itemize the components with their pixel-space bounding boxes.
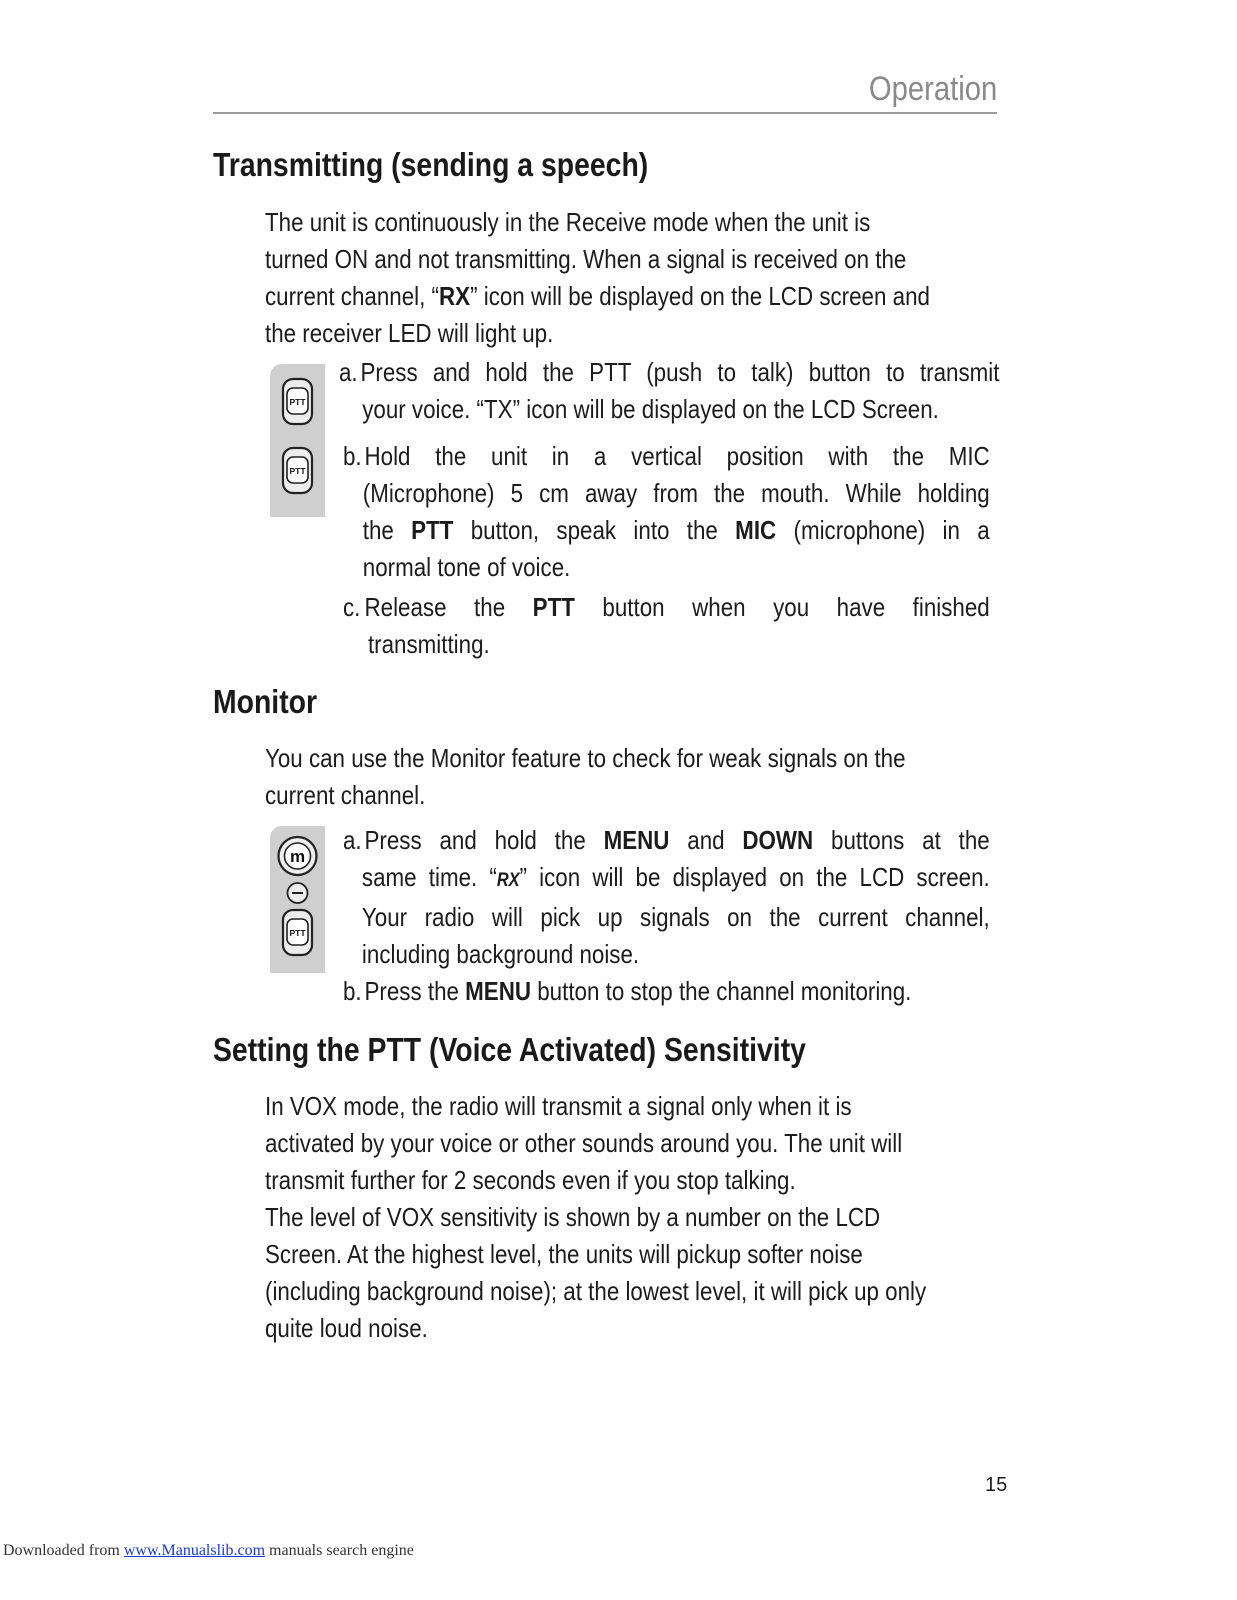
svg-text:PTT: PTT xyxy=(289,466,306,476)
ptt-icon xyxy=(283,448,312,493)
step-b-line-4: normal tone of voice. xyxy=(362,552,571,582)
transmit-step-c: c. Release the PTT button when you have finished transmitting. xyxy=(343,589,990,663)
svg-text:PTT: PTT xyxy=(289,397,306,407)
svg-text:PTT: PTT xyxy=(289,928,306,938)
rx-text: RX xyxy=(439,281,471,311)
monitor-step-a-line-4: including background noise. xyxy=(361,939,640,969)
monitor-intro xyxy=(265,740,996,814)
monitor-intro-line-2: current channel. xyxy=(265,780,426,810)
download-footer xyxy=(3,1542,414,1560)
step-marker: c. xyxy=(343,592,361,622)
page-header xyxy=(213,68,997,114)
heading-monitor: Monitor xyxy=(213,683,318,720)
page-number: 15 xyxy=(985,1474,1008,1496)
rx-icon: RX xyxy=(496,870,520,891)
ptt-icon xyxy=(283,379,312,424)
manualslib-link[interactable]: www.Manualslib.com xyxy=(123,1542,266,1559)
ptt-icon-strip xyxy=(270,364,325,517)
intro-line-4: the receiver LED will light up. xyxy=(265,318,554,348)
step-b-line-2: (Microphone) 5 cm away from the mouth. While holding xyxy=(362,478,990,508)
step-marker: b. xyxy=(343,441,362,471)
ptt-button-icons xyxy=(270,364,325,517)
step-marker: a. xyxy=(339,357,358,387)
transmit-step-a xyxy=(339,354,999,428)
heading-transmitting: Transmitting (sending a speech) xyxy=(213,146,649,183)
intro-line-3b: ” icon will be displayed on the LCD screen and xyxy=(470,281,930,311)
vox-paragraph-1: In VOX mode, the radio will transmit a signal only when it is activated by your voice or other sounds around you. The unit will transmit further for 2 seconds even if you stop talking. xyxy=(265,1091,903,1195)
step-marker: b. xyxy=(343,976,362,1006)
step-a-line-2: your voice. “TX” icon will be displayed on the LCD Screen. xyxy=(362,394,939,424)
monitor-step-a: a. Press and hold the MENU and DOWN buttons at the same time. “RX” icon will be displayed on the LCD screen. Your radio will pick up signals on the current channel, including background noise. xyxy=(343,822,990,973)
footer-prefix: Downloaded from xyxy=(3,1542,124,1559)
monitor-step-a-line-2: same time. “RX” icon will be displayed on the LCD screen. xyxy=(361,862,990,892)
menu-button-icon xyxy=(279,837,317,875)
step-marker: a. xyxy=(343,825,362,855)
monitor-icon-strip xyxy=(270,826,325,973)
step-b-line-3: the PTT button, speak into the MIC (microphone) in a xyxy=(362,515,990,545)
down-button-icon xyxy=(288,883,308,903)
vox-paragraph-2: The level of VOX sensitivity is shown by a number on the LCD Screen. At the highest level, the units will pickup softer noise (including background noise); at the lowest level, it will pick up only quite loud noise. xyxy=(265,1202,927,1343)
intro-line-2: turned ON and not transmitting. When a signal is received on the xyxy=(265,244,907,274)
heading-vox-sensitivity: Setting the PTT (Voice Activated) Sensitivity xyxy=(213,1031,806,1068)
transmit-step-b xyxy=(343,438,990,586)
monitor-step-b: b. Press the MENU button to stop the channel monitoring. xyxy=(343,973,997,1010)
step-c-line-2: transmitting. xyxy=(367,629,490,659)
transmitting-intro xyxy=(265,204,996,352)
monitor-intro-line-1: You can use the Monitor feature to check for weak signals on the xyxy=(265,743,906,773)
step-a-line-1: Press and hold the PTT (push to talk) button to transmit xyxy=(360,357,1000,387)
svg-text:m: m xyxy=(289,847,306,866)
monitor-step-a-line-3: Your radio will pick up signals on the current channel, xyxy=(361,902,990,932)
footer-suffix: manuals search engine xyxy=(265,1542,414,1559)
section-title: Operation xyxy=(868,70,997,108)
intro-line-1: The unit is continuously in the Receive mode when the unit is xyxy=(265,207,871,237)
step-b-line-1: Hold the unit in a vertical position with the MIC xyxy=(364,441,990,471)
intro-line-3a: current channel, “ xyxy=(265,281,440,311)
monitor-button-icons xyxy=(270,826,325,973)
ptt-icon xyxy=(283,910,312,955)
